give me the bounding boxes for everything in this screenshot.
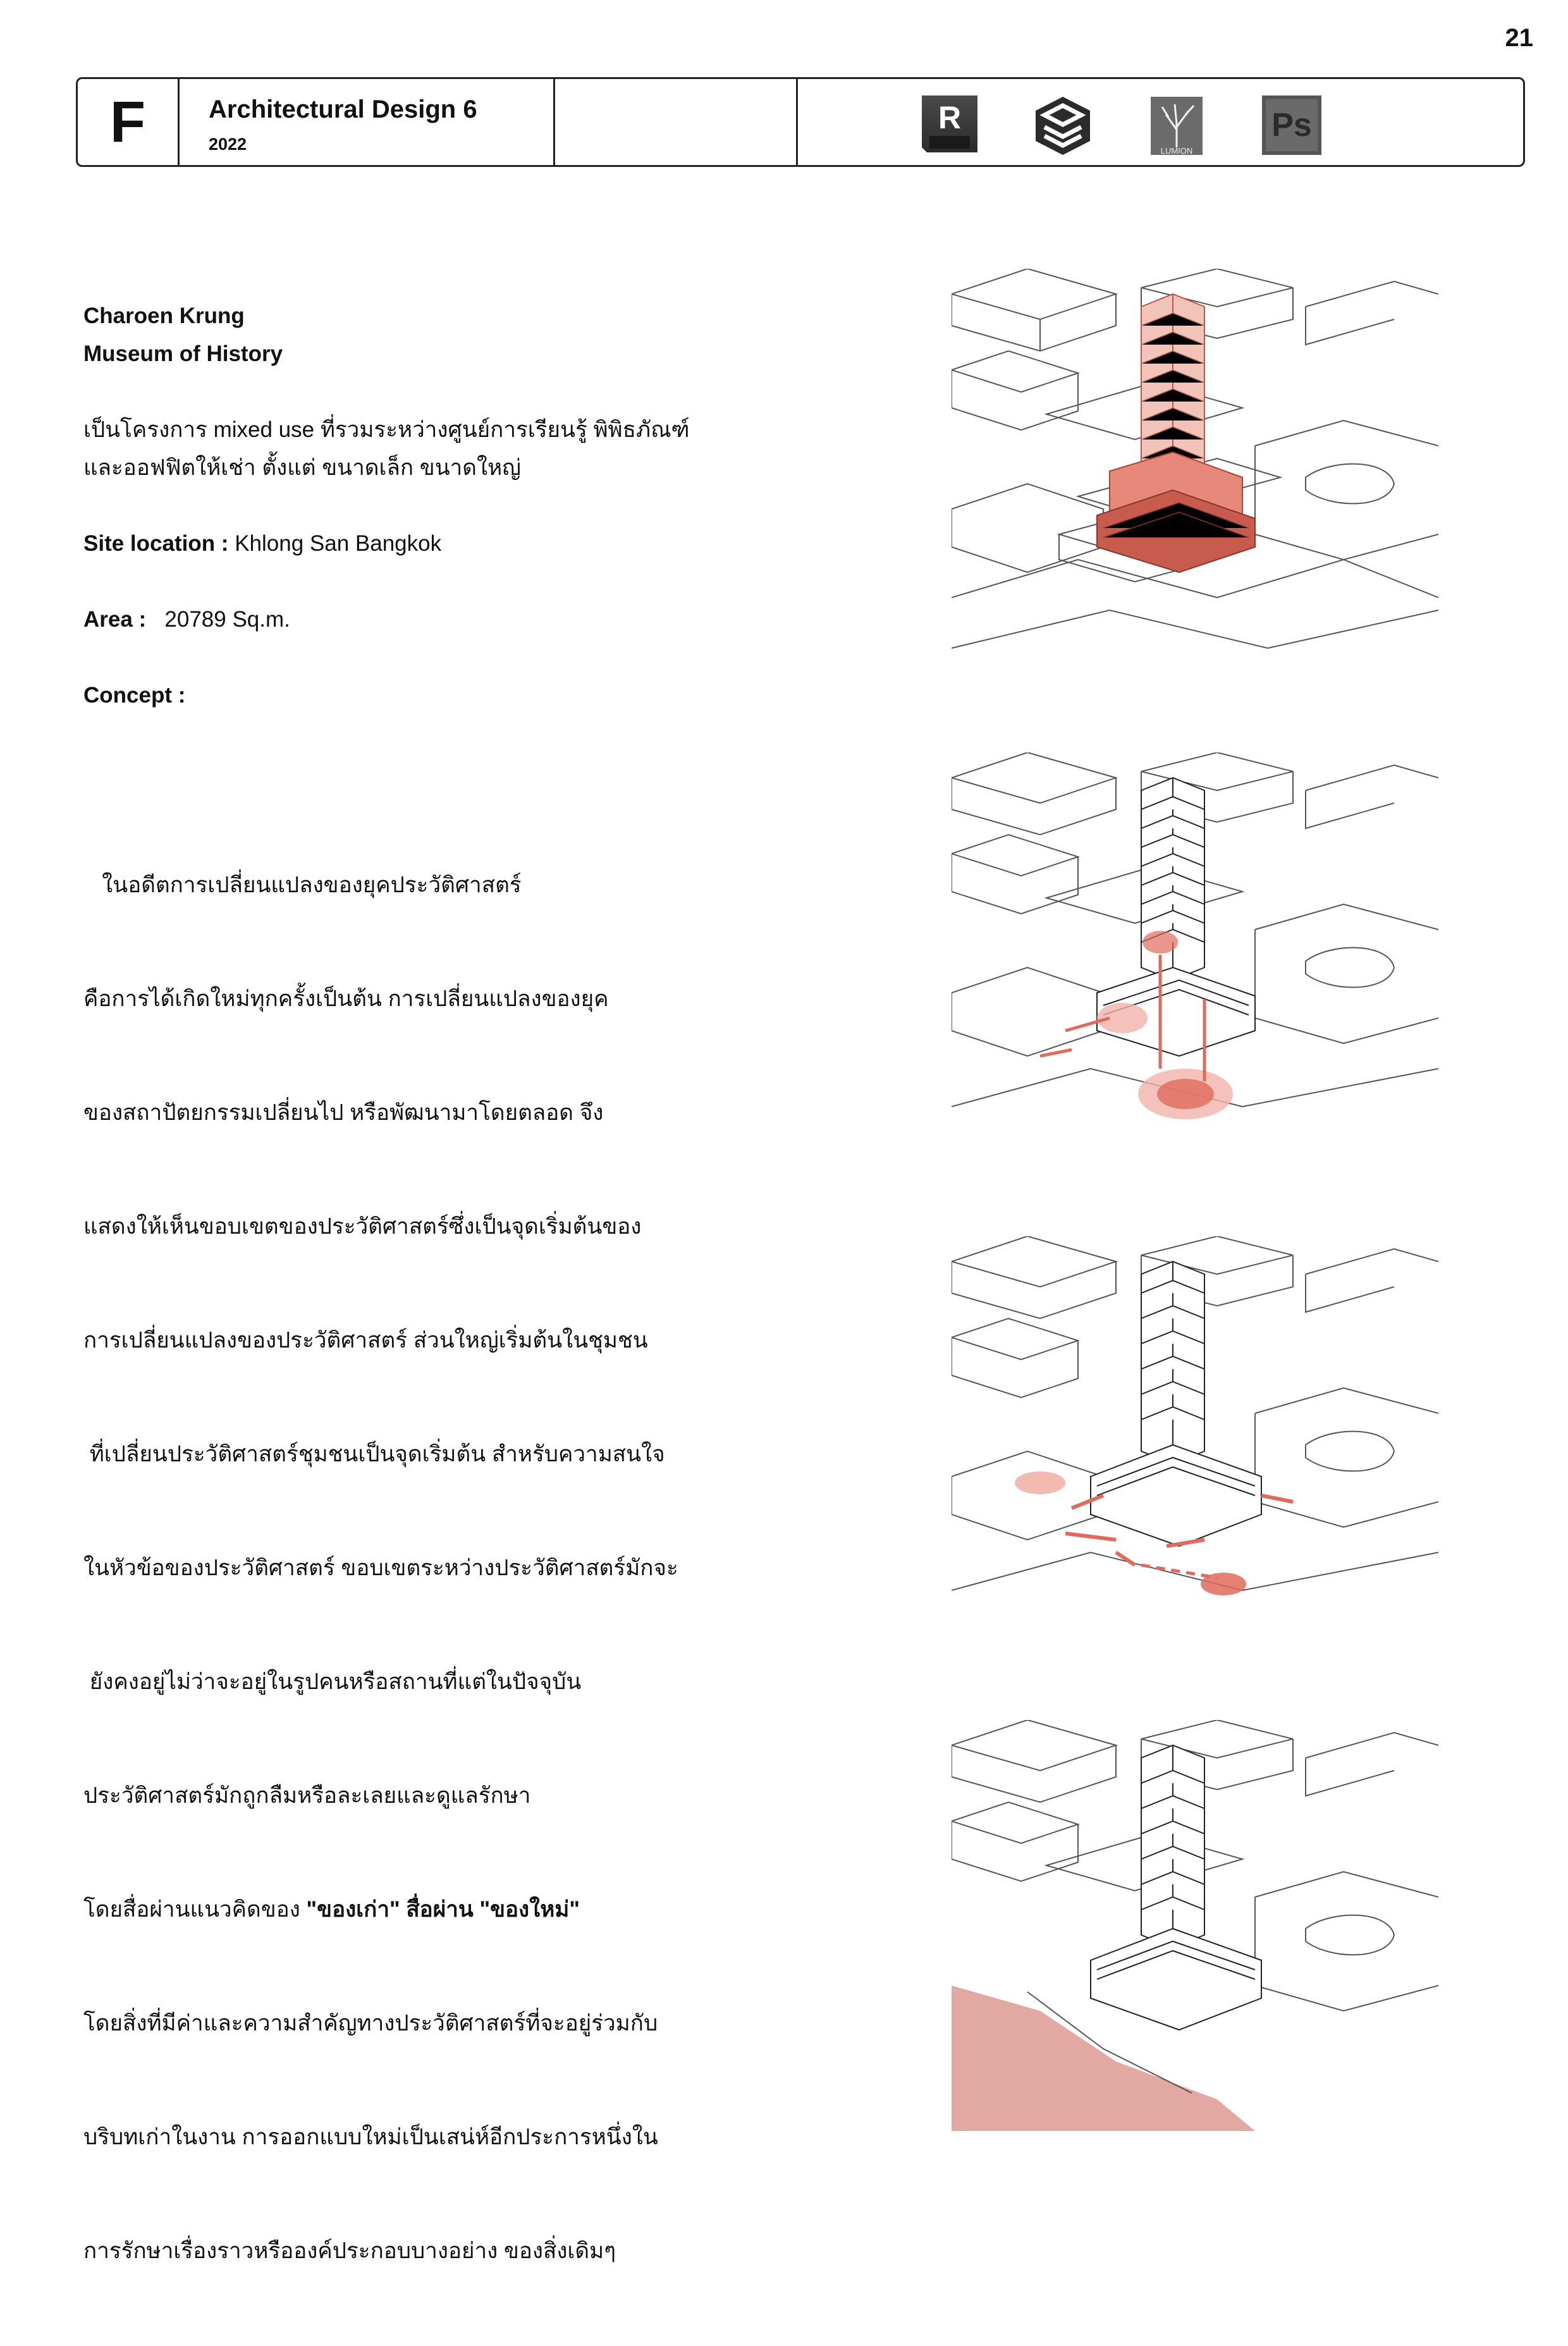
project-title-line1: Charoen Krung (83, 304, 245, 328)
sketchup-icon (1029, 92, 1096, 159)
tower-outline (1091, 1745, 1261, 2030)
concept-line: โดยสิ่งที่มีค่าและความสำคัญทางประวัติศาสตร์ที่จะอยู่ร่วมกับ (83, 2011, 658, 2036)
concept-line: ประวัติศาสตร์มักถูกลืมหรือละเลยและดูแลรักษา (83, 1783, 531, 1808)
diagram-river-context (952, 1720, 1438, 2131)
diagram-circulation (952, 1236, 1438, 1641)
highlighted-building (1097, 294, 1255, 572)
revit-letter: R (938, 100, 962, 135)
concept-label: Concept : (83, 683, 186, 708)
concept-line: ยังคงอยู่ไม่ว่าจะอยู่ในรูปคนหรือสถานที่แต่ในปัจจุบัน (83, 1669, 582, 1694)
header-bar (76, 77, 1525, 167)
concept-body (83, 790, 905, 2346)
concept-line: ในหัวข้อของประวัติศาสตร์ ขอบเขตระหว่างประวัติศาสตร์มักจะ (83, 1556, 678, 1580)
concept-line: บริบทเก่าในงาน การออกแบบใหม่เป็นเสน่ห์อีกประการหนึ่งใน (83, 2125, 658, 2149)
software-icons (798, 79, 1523, 165)
photoshop-icon (1258, 92, 1325, 159)
project-title-line2: Museum of History (83, 341, 283, 366)
diagram-massing (952, 269, 1438, 673)
section-letter: F (109, 89, 146, 154)
course-title: Architectural Design 6 (209, 95, 477, 123)
concept-line: การเปลี่ยนแปลงของประวัติศาสตร์ ส่วนใหญ่เริ่มต้นในชุมชน (83, 1328, 648, 1353)
project-text (83, 297, 905, 2346)
page-number: 21 (1505, 24, 1533, 52)
concept-emphasis-line: โดยสื่อผ่านแนวคิดของ "ของเก่า" สื่อผ่าน "ของใหม่" (83, 1897, 580, 1922)
title-box (178, 79, 555, 165)
concept-line: ของสถาปัตยกรรมเปลี่ยนไป หรือพัฒนามาโดยตลอด จึง (83, 1100, 604, 1125)
lumion-icon (1143, 92, 1210, 159)
concept-line: ในอดีตการเปลี่ยนแปลงของยุคประวัติศาสตร์ (83, 873, 522, 897)
course-year: 2022 (209, 135, 247, 154)
tower-outline (1091, 1262, 1261, 1546)
concept-line: คือการได้เกิดใหม่ทุกครั้งเป็นต้น การเปลี่ยนแปลงของยุค (83, 986, 609, 1011)
svg-text:Ps: Ps (1271, 107, 1312, 144)
site-location: Site location : Khlong San Bangkok (83, 531, 442, 556)
area: Area : 20789 Sq.m. (83, 607, 290, 632)
svg-text:LUMION: LUMION (1160, 146, 1193, 156)
concept-line: ที่เปลี่ยนประวัติศาสตร์ชุมชนเป็นจุดเริ่มต้น สำหรับความสนใจ (83, 1442, 665, 1466)
description-line1: เป็นโครงการ mixed use ที่รวมระหว่างศูนย์การเรียนรู้ พิพิธภัณฑ์ (83, 417, 690, 442)
concept-line: การรักษาเรื่องราวหรือองค์ประกอบบางอย่าง ของสิ่งเดิมๆ (83, 2239, 616, 2263)
blank-header-cell (555, 79, 798, 165)
revit-icon (916, 92, 983, 159)
description-line2: และออฟฟิตให้เช่า ตั้งแต่ ขนาดเล็ก ขนาดใหญ่ (83, 455, 522, 480)
concept-line: แสดงให้เห็นขอบเขตของประวัติศาสตร์ซึ่งเป็นจุดเริ่มต้นของ (83, 1214, 642, 1239)
diagram-community-nodes (952, 752, 1438, 1157)
